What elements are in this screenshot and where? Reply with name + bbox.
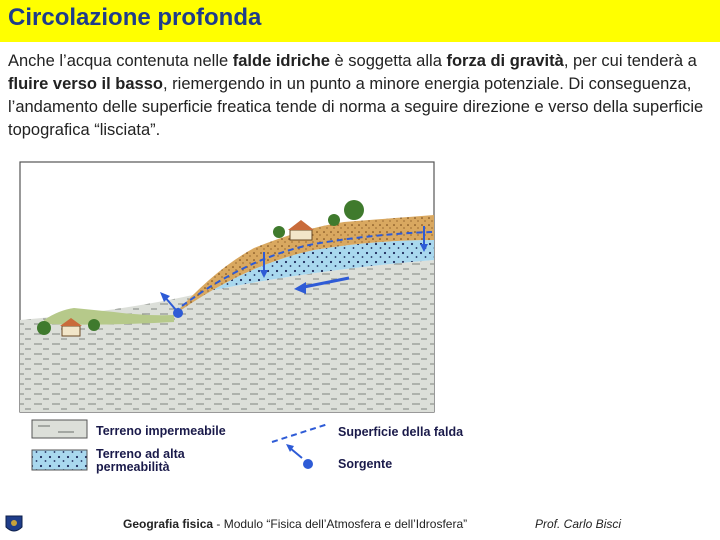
legend-permeable: [96, 448, 185, 474]
legend-spring: Sorgente: [338, 457, 393, 471]
spring-symbol: [303, 459, 313, 469]
footer-course-bold: Geografia fisica: [123, 517, 214, 531]
legend-water-table: Superficie della falda: [338, 425, 464, 439]
swatch-impermeable: [32, 420, 87, 438]
text-segment: , per cui tenderà a: [563, 52, 697, 70]
bold-term: forza di gravità: [446, 52, 564, 70]
cross-section-illustration: [14, 160, 444, 422]
text-segment: Anche l’acqua contenuta nelle: [8, 52, 233, 70]
text-segment: , riemergendo in un punto a minore energia potenziale. Di conseguenza, l’andamento delle superficie freatica tende di norma a seguire direzione e verso della superficie topografica “lisciata”.: [8, 75, 704, 139]
bold-term: fluire verso il basso: [8, 75, 163, 93]
footer-course-rest: - Modulo “Fisica dell’Atmosfera e dell’Idrosfera”: [213, 517, 468, 531]
legend-symbols: [268, 420, 334, 476]
legend-permeable-line1: Terreno ad alta: [96, 447, 185, 461]
legend-impermeable: Terreno impermeabile: [96, 424, 226, 438]
text-segment: è soggetta alla: [329, 52, 447, 70]
water-table-symbol: [272, 424, 328, 442]
body-paragraph: [8, 50, 714, 142]
legend-permeable-line2: permeabilità: [96, 460, 170, 474]
bold-term: falde idriche: [232, 52, 330, 70]
footer-author: Prof. Carlo Bisci: [535, 517, 622, 531]
swatch-permeable: [32, 450, 87, 470]
footer-course: [123, 517, 467, 531]
page-title: Circolazione profonda: [8, 4, 262, 31]
university-logo-icon: [4, 514, 24, 536]
legend-swatches: [30, 418, 90, 478]
